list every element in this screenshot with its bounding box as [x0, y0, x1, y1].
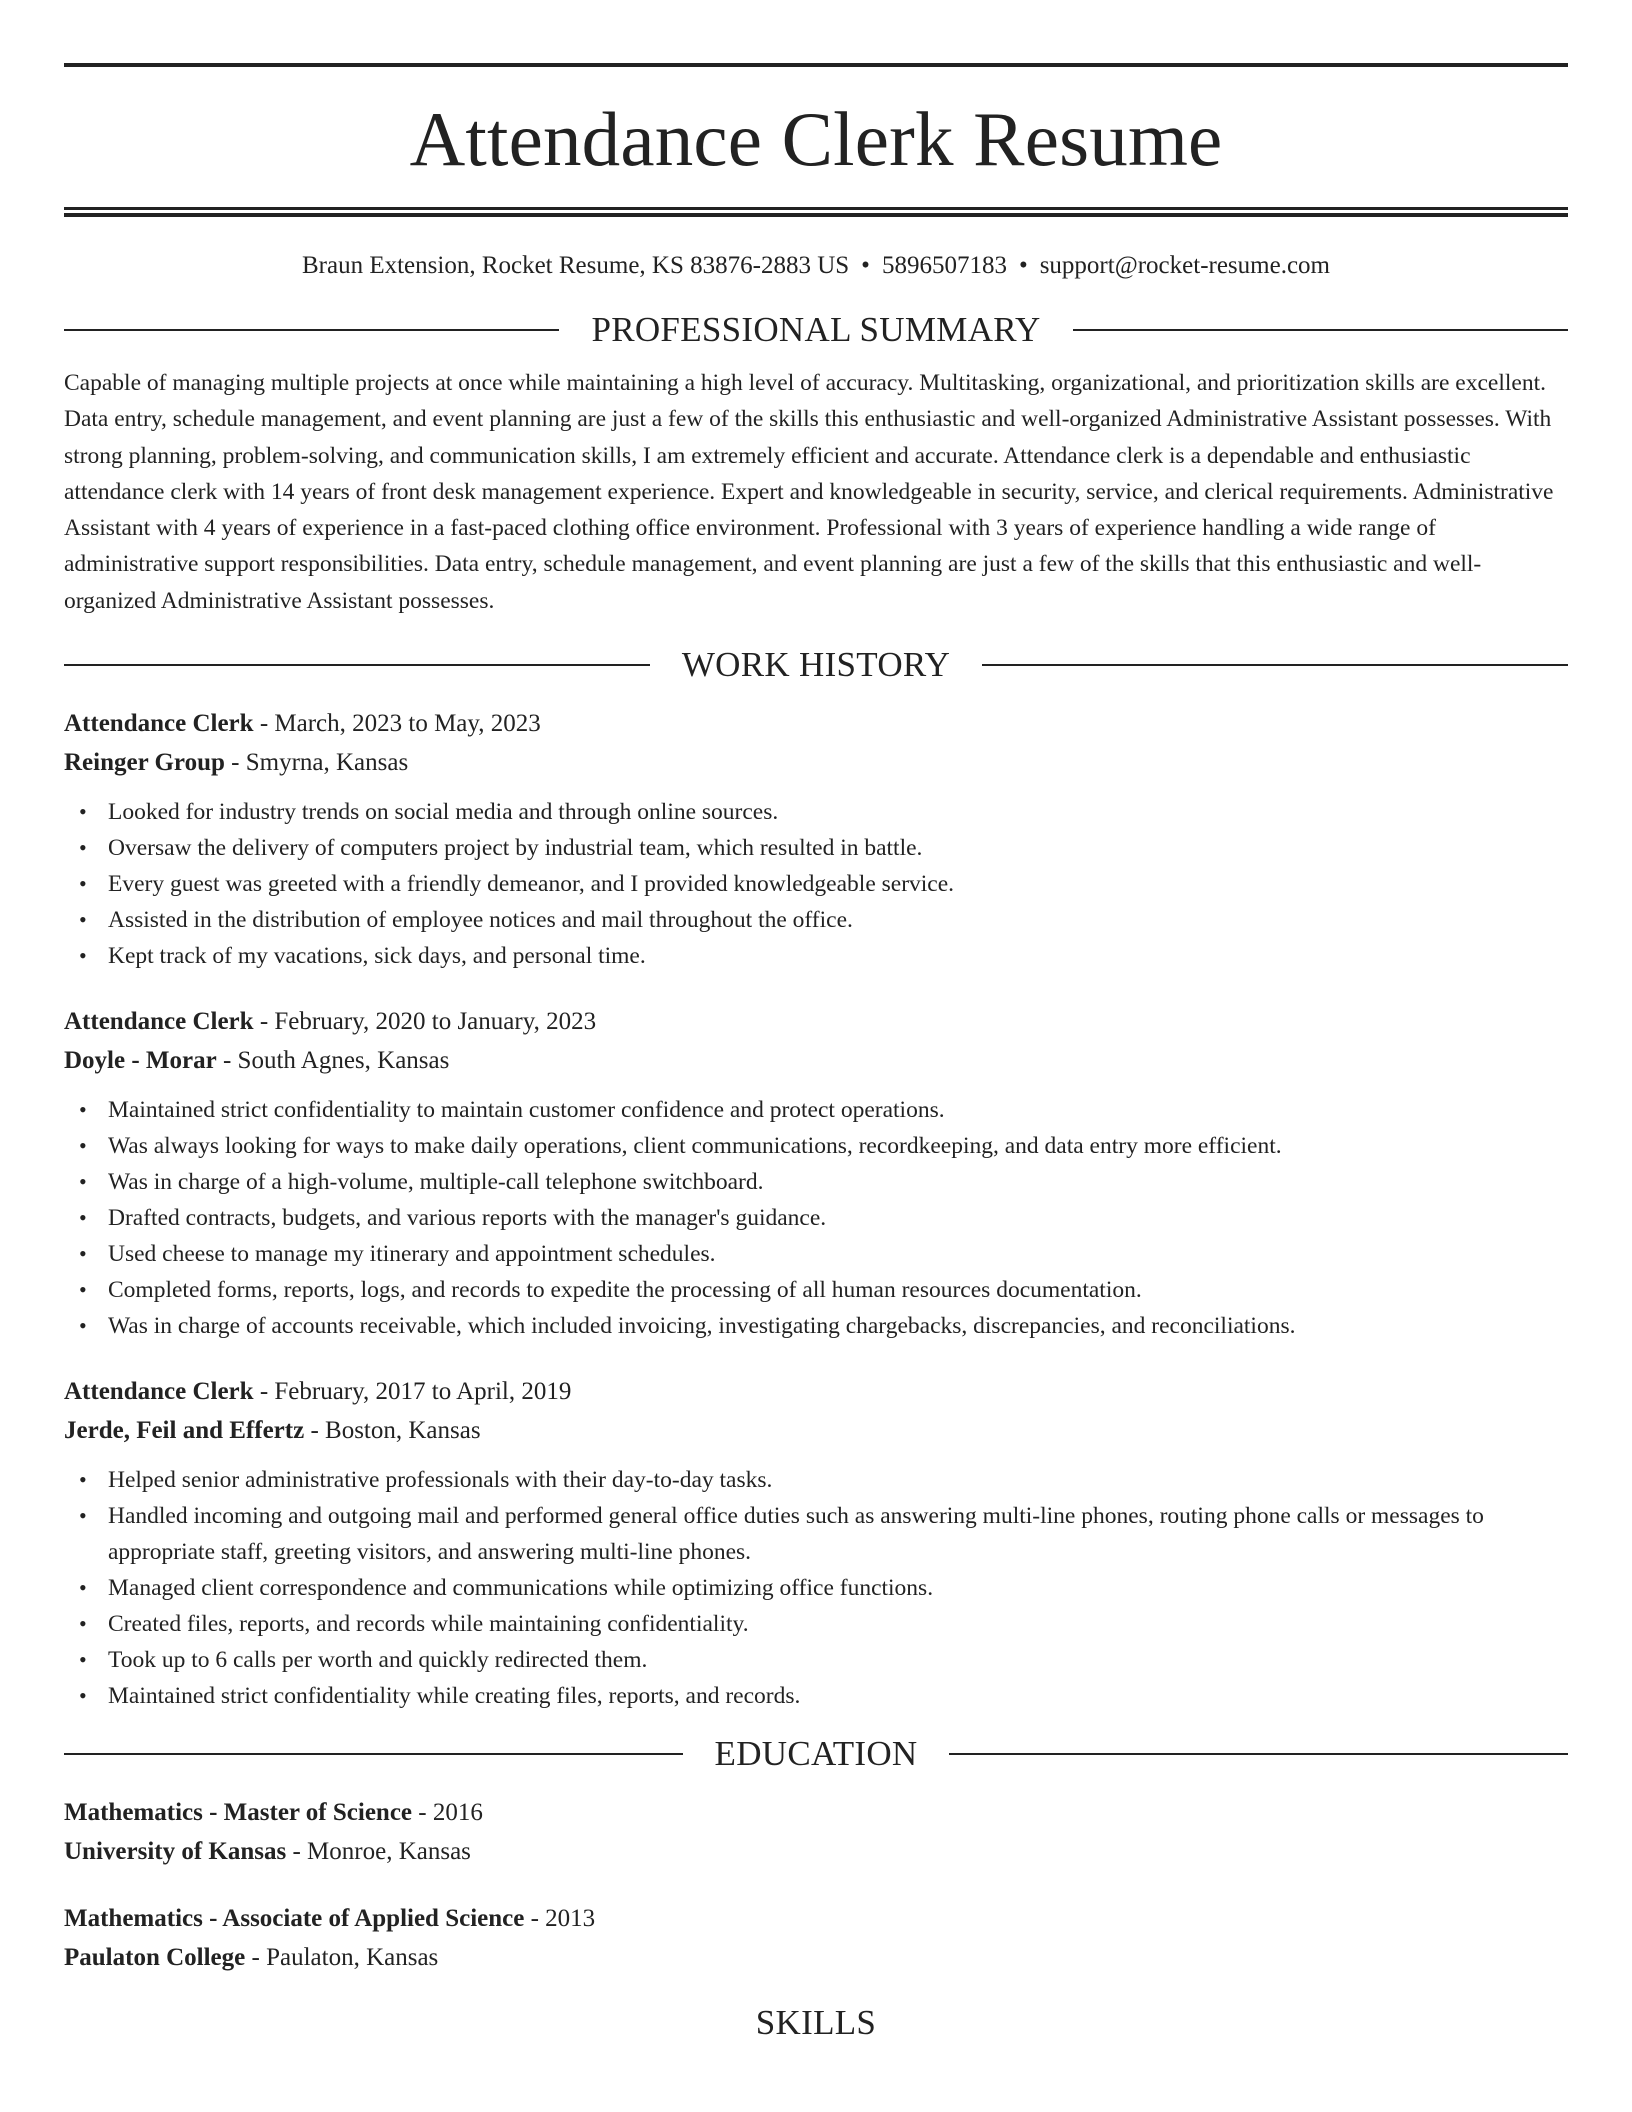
job-entry [64, 704, 1568, 974]
contact-line [64, 253, 1568, 278]
section-title-skills: SKILLS [755, 2003, 877, 2043]
education-school-line [64, 1938, 1568, 1977]
job-title-line [64, 704, 1568, 743]
section-title-education: EDUCATION [714, 1734, 918, 1774]
contact-separator: • [861, 252, 870, 279]
job-bullet: • Took up to 6 calls per worth and quickly redirected them. [64, 1642, 1568, 1678]
section-rule-left [64, 329, 559, 331]
job-bullet: • Completed forms, reports, logs, and records to expedite the processing of all human resources documentation. [64, 1272, 1568, 1308]
job-bullet: • Oversaw the delivery of computers project by industrial team, which resulted in battle. [64, 830, 1568, 866]
job-title-line [64, 1372, 1568, 1411]
section-title-summary: PROFESSIONAL SUMMARY [591, 310, 1041, 349]
job-location: - Smyrna, Kansas [224, 749, 409, 777]
section-rule-right [982, 664, 1568, 666]
education-year: - 2016 [412, 1799, 483, 1827]
job-company-line [64, 743, 1568, 782]
section-rule-right [1073, 329, 1568, 331]
job-bullet: • Managed client correspondence and communications while optimizing office functions. [64, 1570, 1568, 1606]
contact-phone: 5896507183 [881, 252, 1007, 279]
job-bullet-list [64, 794, 1568, 974]
job-bullet: • Handled incoming and outgoing mail and performed general office duties such as answering multi-line phones, routing phone calls or messages to appropriate staff, greeting visitors, and answering multi-line phones. [64, 1498, 1568, 1570]
job-bullet: • Drafted contracts, budgets, and various reports with the manager's guidance. [64, 1200, 1568, 1236]
job-bullet: • Was always looking for ways to make daily operations, client communications, recordkeeping, and data entry more efficient. [64, 1128, 1568, 1164]
job-title: Attendance Clerk [64, 1008, 254, 1036]
job-bullet: • Looked for industry trends on social media and through online sources. [64, 794, 1568, 830]
job-bullet-list [64, 1462, 1568, 1714]
job-bullet: • Helped senior administrative professionals with their day-to-day tasks. [64, 1462, 1568, 1498]
education-year: - 2013 [524, 1905, 596, 1933]
education-entry [64, 1793, 1568, 1871]
job-company: Jerde, Feil and Effertz [64, 1417, 305, 1445]
education-school: Paulaton College [64, 1944, 246, 1972]
education-degree: Mathematics - Master of Science [64, 1799, 413, 1827]
job-bullet: • Created files, reports, and records while maintaining confidentiality. [64, 1606, 1568, 1642]
job-title: Attendance Clerk [64, 710, 254, 738]
job-dates: - February, 2017 to April, 2019 [253, 1378, 572, 1406]
job-bullet: • Was in charge of a high-volume, multiple-call telephone switchboard. [64, 1164, 1568, 1200]
job-company-line [64, 1411, 1568, 1450]
job-bullet: • Kept track of my vacations, sick days, and personal time. [64, 938, 1568, 974]
work-history-list [64, 704, 1568, 1714]
section-rule-left [64, 664, 650, 666]
job-bullet: • Assisted in the distribution of employee notices and mail throughout the office. [64, 902, 1568, 938]
job-bullet: • Every guest was greeted with a friendly demeanor, and I provided knowledgeable service. [64, 866, 1568, 902]
contact-separator: • [1018, 252, 1028, 279]
job-dates: - March, 2023 to May, 2023 [253, 710, 541, 738]
section-rule-left [64, 1753, 683, 1755]
job-dates: - February, 2020 to January, 2023 [253, 1008, 597, 1036]
education-degree-line [64, 1793, 1568, 1832]
job-bullet: • Maintained strict confidentiality to maintain customer confidence and protect operations. [64, 1092, 1568, 1128]
section-title-work-history: WORK HISTORY [681, 645, 951, 685]
job-title: Attendance Clerk [64, 1378, 254, 1406]
education-school-line [64, 1832, 1568, 1871]
job-bullet: • Was in charge of accounts receivable, which included invoicing, investigating chargebacks, discrepancies, and reconciliations. [64, 1308, 1568, 1344]
education-degree: Mathematics - Associate of Applied Science [64, 1905, 525, 1933]
job-company: Doyle - Morar [64, 1047, 217, 1075]
job-bullet: • Maintained strict confidentiality while creating files, reports, and records. [64, 1678, 1568, 1714]
job-location: - Boston, Kansas [304, 1417, 481, 1445]
contact-address: Braun Extension, Rocket Resume, KS 83876-2883 US [301, 252, 850, 279]
job-title-line [64, 1002, 1568, 1041]
section-rule-right [949, 1753, 1568, 1755]
contact-email: support@rocket-resume.com [1039, 252, 1330, 279]
section-header-summary [64, 312, 1568, 347]
education-degree-line [64, 1899, 1568, 1938]
section-header-work-history [64, 645, 1568, 685]
section-header-education [64, 1734, 1568, 1774]
job-bullet-list [64, 1092, 1568, 1344]
job-location: - South Agnes, Kansas [216, 1047, 450, 1075]
job-company: Reinger Group [64, 749, 225, 777]
job-entry [64, 1002, 1568, 1344]
summary-text: Capable of managing multiple projects at once while maintaining a high level of accuracy. Multitasking, organizational, and prioritization skills are excellent. Data entry, schedule management, and event planning are just a few of the skills this enthusiastic and well-organized Administrative Assistant possesses. With strong planning, problem-solving, and communication skills, I am extremely efficient and accurate. Attendance clerk is a dependable and enthusiastic attendance clerk with 14 years of front desk management experience. Expert and knowledgeable in security, service, and clerical requirements. Administrative Assistant with 4 years of experience in a fast-paced clothing office environment. Professional with 3 years of experience handling a wide range of administrative support responsibilities. Data entry, schedule management, and event planning are just a few of the skills that this enthusiastic and well-organized Administrative Assistant possesses. [64, 370, 1554, 614]
resume-title: Attendance Clerk Resume [409, 96, 1223, 182]
title-double-rule [64, 207, 1568, 217]
top-rule [64, 63, 1568, 67]
education-location: - Monroe, Kansas [286, 1838, 471, 1866]
education-entry [64, 1899, 1568, 1977]
job-entry [64, 1372, 1568, 1714]
job-bullet: • Used cheese to manage my itinerary and appointment schedules. [64, 1236, 1568, 1272]
education-school: University of Kansas [64, 1838, 287, 1866]
job-company-line [64, 1041, 1568, 1080]
education-location: - Paulaton, Kansas [245, 1944, 439, 1972]
